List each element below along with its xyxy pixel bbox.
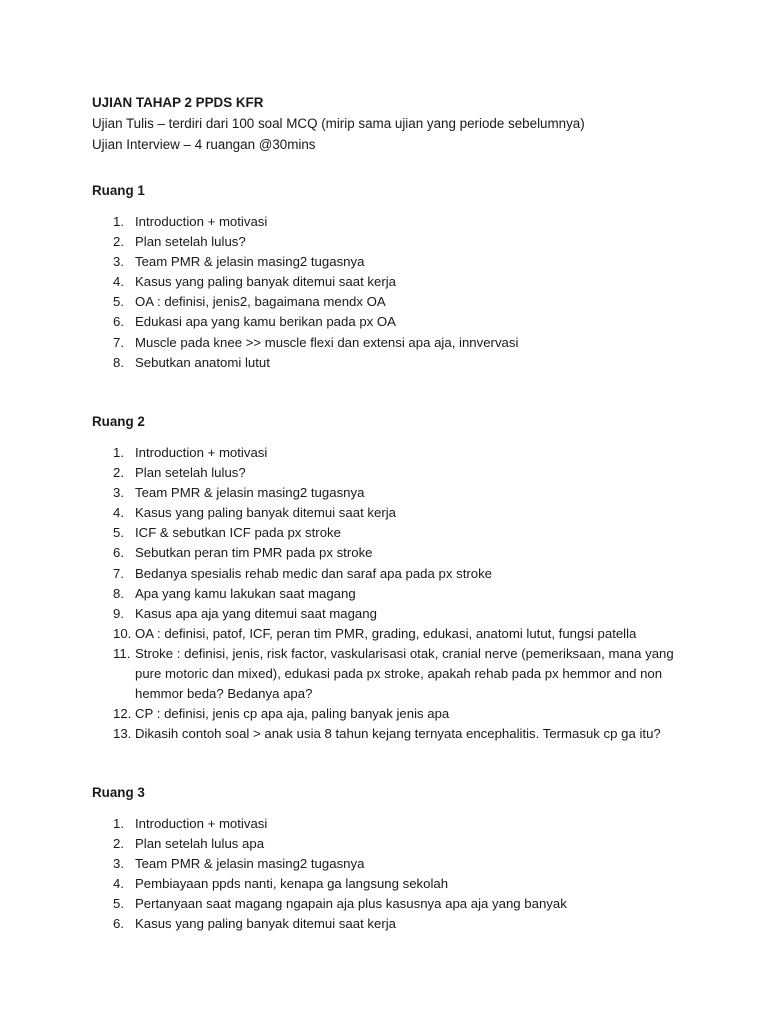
list-item-number: 11. (113, 645, 131, 661)
section-title: Ruang 2 (92, 414, 145, 429)
list-item-text: Kasus yang paling banyak ditemui saat kerja (135, 505, 396, 521)
list-item (92, 854, 695, 874)
list-item-text: Stroke : definisi, jenis, risk factor, vaskularisasi otak, cranial nerve (pemeriksaan, mana yang pure motoric dan mixed), edukasi pada px stroke, apakah rehab pada px hemmor and non hemmor beda? Bedanya apa? (135, 645, 674, 702)
list-item-number: 6. (113, 545, 124, 561)
section-title: Ruang 3 (92, 785, 145, 800)
section-ruang-2 (92, 412, 692, 744)
list-item-number: 5. (113, 525, 124, 541)
list-item-number: 1. (113, 816, 124, 831)
question-list (92, 814, 692, 935)
list-item-text: Introduction + motivasi (135, 214, 268, 229)
list-item-text: Pembiayaan ppds nanti, kenapa ga langsung sekolah (135, 876, 449, 892)
question-list (92, 212, 692, 373)
question-list (92, 443, 692, 744)
list-item-text: Introduction + motivasi (135, 816, 268, 831)
list-item-number: 1. (113, 214, 124, 229)
list-item-text: ICF & sebutkan ICF pada px stroke (135, 525, 341, 541)
list-item (92, 644, 695, 704)
section-ruang-1 (92, 181, 692, 373)
list-item (92, 724, 695, 744)
list-item (92, 333, 695, 353)
list-item-number: 3. (113, 254, 124, 270)
list-item-text: Sebutkan anatomi lutut (135, 354, 270, 370)
list-item (92, 584, 695, 604)
list-item (92, 624, 695, 644)
list-item-number: 6. (113, 314, 124, 330)
list-item-text: Introduction + motivasi (135, 445, 268, 460)
list-item-text: Kasus yang paling banyak ditemui saat kerja (135, 916, 396, 932)
list-item (92, 894, 695, 914)
list-item-text: OA : definisi, jenis2, bagaimana mendx OA (135, 294, 386, 310)
list-item (92, 503, 695, 523)
list-item (92, 252, 695, 272)
list-item-text: Dikasih contoh soal > anak usia 8 tahun kejang ternyata encephalitis. Termasuk cp ga itu? (135, 726, 661, 742)
list-item (92, 312, 695, 332)
list-item-text: Sebutkan peran tim PMR pada px stroke (135, 545, 373, 561)
list-item-text: Apa yang kamu lakukan saat magang (135, 585, 356, 601)
list-item-text: Team PMR & jelasin masing2 tugasnya (135, 485, 365, 501)
list-item (92, 543, 695, 563)
list-item-number: 5. (113, 896, 124, 912)
list-item-number: 2. (113, 836, 124, 852)
list-item-number: 9. (113, 605, 124, 621)
list-item-text: Plan setelah lulus apa (135, 836, 265, 852)
document-header (92, 92, 732, 155)
list-item (92, 463, 695, 483)
list-item-number: 5. (113, 294, 124, 310)
list-item-text: Muscle pada knee >> muscle flexi dan extensi apa aja, innvervasi (135, 334, 519, 350)
list-item (92, 814, 695, 834)
list-item-text: Plan setelah lulus? (135, 234, 246, 250)
list-item (92, 604, 695, 624)
list-item-number: 8. (113, 585, 124, 601)
list-item-text: Pertanyaan saat magang ngapain aja plus kasusnya apa aja yang banyak (135, 896, 567, 912)
list-item-number: 4. (113, 274, 124, 290)
list-item-number: 7. (113, 334, 124, 350)
list-item-number: 2. (113, 465, 124, 481)
list-item-number: 4. (113, 876, 124, 892)
list-item (92, 212, 695, 232)
document-title: UJIAN TAHAP 2 PPDS KFR (92, 95, 264, 110)
list-item (92, 704, 695, 724)
list-item (92, 834, 695, 854)
written-exam-line: Ujian Tulis – terdiri dari 100 soal MCQ (mirip sama ujian yang periode sebelumnya) (92, 116, 585, 131)
list-item (92, 292, 695, 312)
list-item (92, 874, 695, 894)
list-item (92, 914, 695, 934)
list-item-number: 7. (113, 565, 124, 581)
section-title: Ruang 1 (92, 183, 145, 198)
list-item-text: Team PMR & jelasin masing2 tugasnya (135, 856, 365, 872)
list-item-number: 3. (113, 485, 124, 501)
list-item-text: Kasus yang paling banyak ditemui saat kerja (135, 274, 396, 290)
list-item-number: 10. (113, 625, 132, 641)
list-item-text: Kasus apa aja yang ditemui saat magang (135, 605, 377, 621)
list-item (92, 232, 695, 252)
interview-exam-line: Ujian Interview – 4 ruangan @30mins (92, 137, 316, 152)
list-item (92, 483, 695, 503)
list-item (92, 564, 695, 584)
list-item (92, 523, 695, 543)
list-item-number: 13. (113, 726, 132, 742)
list-item-text: CP : definisi, jenis cp apa aja, paling banyak jenis apa (135, 706, 450, 722)
list-item-number: 12. (113, 706, 132, 722)
list-item (92, 443, 695, 463)
list-item-text: Team PMR & jelasin masing2 tugasnya (135, 254, 365, 270)
list-item-number: 6. (113, 916, 124, 932)
list-item-number: 8. (113, 354, 124, 370)
list-item-text: Edukasi apa yang kamu berikan pada px OA (135, 314, 396, 330)
list-item-text: Bedanya spesialis rehab medic dan saraf apa pada px stroke (135, 565, 493, 581)
list-item (92, 353, 695, 373)
list-item-number: 1. (113, 445, 124, 460)
list-item-number: 2. (113, 234, 124, 250)
list-item-number: 4. (113, 505, 124, 521)
list-item-text: Plan setelah lulus? (135, 465, 246, 481)
list-item-text: OA : definisi, patof, ICF, peran tim PMR, grading, edukasi, anatomi lutut, fungsi patella (135, 625, 637, 641)
list-item (92, 272, 695, 292)
list-item-number: 3. (113, 856, 124, 872)
section-ruang-3 (92, 783, 692, 935)
